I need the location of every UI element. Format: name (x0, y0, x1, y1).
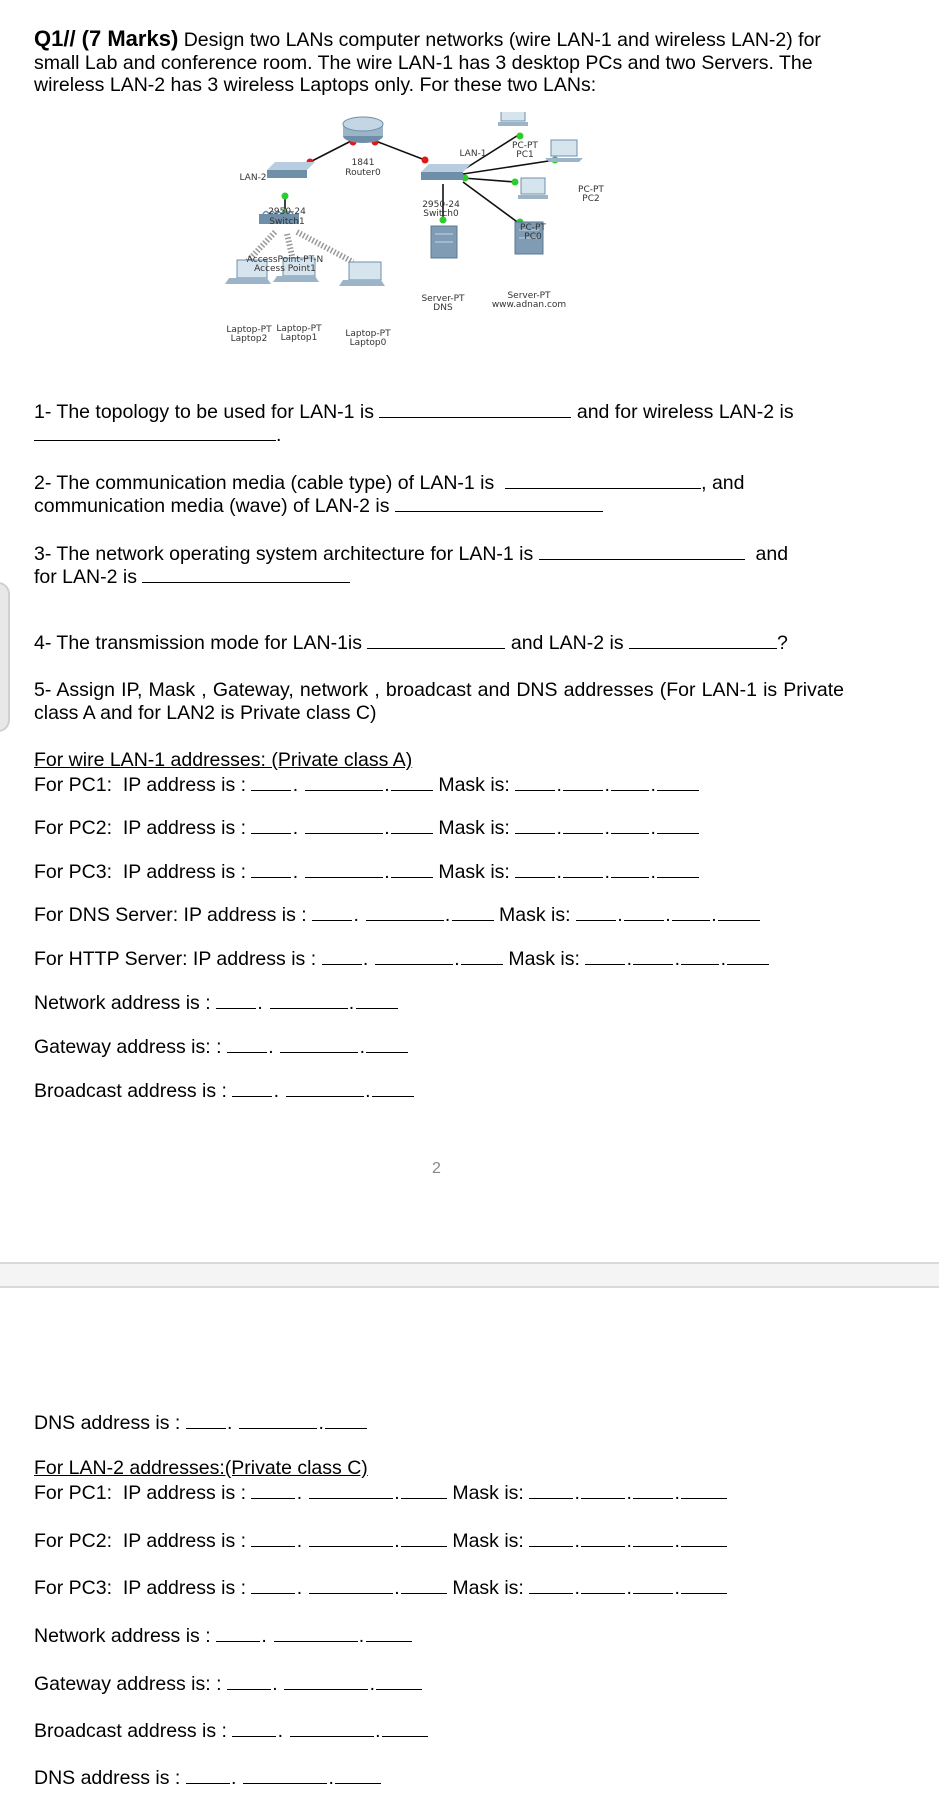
mask-octet[interactable] (581, 1575, 625, 1594)
ip-octet[interactable] (251, 859, 291, 878)
ip-octet[interactable] (309, 1480, 349, 1499)
ip-octet[interactable] (270, 990, 308, 1009)
lan2-network-label: Network address is : (34, 1625, 211, 1647)
ip-octet[interactable] (290, 1718, 330, 1737)
lan2-pc1-label: For PC1: IP address is : (34, 1482, 247, 1504)
item-4 (34, 630, 788, 655)
ip-octet[interactable] (343, 772, 383, 791)
item-2-text-a: 2- The communication media (cable type) of LAN-1 is (34, 472, 495, 494)
lan1-pc1-row: For PC1: IP address is : . . Mask is: . . . (34, 772, 699, 797)
ip-octet[interactable] (404, 902, 444, 921)
server-dns-model: Server-PT (421, 294, 465, 304)
ip-octet[interactable] (283, 1765, 327, 1784)
mask-octet[interactable] (633, 1575, 673, 1594)
mask-octet[interactable] (657, 772, 699, 791)
question-intro-text: Design two LANs computer networks (wire LAN-1 and wireless LAN-2) for small Lab and conference room. The wire LAN-1 has 3 desktop PCs and two Servers. The wireless LAN-2 has 3 wireless Laptops only. For these two LANs: (34, 29, 821, 96)
ip-octet[interactable] (314, 1623, 358, 1642)
lan1-pc1-label: For PC1: IP address is : (34, 774, 247, 796)
mask-octet[interactable] (681, 1480, 727, 1499)
lan1-gateway-row: Gateway address is: : . . (34, 1034, 408, 1059)
ip-octet[interactable] (401, 1480, 447, 1499)
mask-label: Mask is: (452, 1577, 524, 1599)
mask-label: Mask is: (508, 948, 580, 970)
mask-octet[interactable] (563, 772, 603, 791)
topology-lan1-blank[interactable] (379, 399, 571, 418)
page-number: 2 (432, 1160, 441, 1177)
item-5: 5- Assign IP, Mask , Gateway, network , broadcast and DNS addresses (For LAN-1 is Private class A and for LAN2 is Private class C) (34, 679, 844, 724)
topology-lan2-blank[interactable] (34, 422, 276, 441)
ip-octet[interactable] (227, 1034, 267, 1053)
ip-octet[interactable] (343, 859, 383, 878)
laptop2-model: Laptop-PT (226, 325, 272, 335)
ip-octet[interactable] (391, 859, 433, 878)
item-3-text-a: 3- The network operating system architecture for LAN-1 is (34, 543, 534, 565)
item-2 (34, 470, 744, 495)
router-name: Router0 (345, 168, 381, 178)
mask-octet[interactable] (633, 946, 673, 965)
ip-octet[interactable] (375, 946, 413, 965)
lan1-heading: For wire LAN-1 addresses: (Private class A) (34, 749, 413, 771)
mask-octet[interactable] (633, 1528, 673, 1547)
ip-octet[interactable] (239, 1410, 277, 1429)
ip-octet[interactable] (461, 946, 503, 965)
ip-octet[interactable] (376, 1671, 422, 1690)
question-number: Q1// (7 Marks) (34, 26, 179, 51)
server-web-model: Server-PT (507, 291, 551, 301)
lan1-pc2-row: For PC2: IP address is : . . Mask is: . . . (34, 815, 699, 840)
media-lan1-blank[interactable] (505, 470, 701, 489)
lan1-broadcast-row: Broadcast address is : . . (34, 1078, 414, 1103)
switch1-model: 2950-24 (268, 207, 306, 217)
ip-octet[interactable] (391, 815, 433, 834)
mask-octet[interactable] (681, 1528, 727, 1547)
ip-octet[interactable] (309, 1528, 349, 1547)
lan2-network-row: Network address is : . . (34, 1623, 412, 1648)
mask-octet[interactable] (563, 815, 603, 834)
item-3-text-b: and (755, 543, 789, 565)
lan2-pc1-row: For PC1: IP address is : . . Mask is: . . . (34, 1480, 727, 1505)
ip-octet[interactable] (391, 772, 433, 791)
mask-octet[interactable] (611, 815, 649, 834)
lan2-pc3-label: For PC3: IP address is : (34, 1577, 247, 1599)
ap-model: AccessPoint-PT-N (246, 255, 324, 265)
ip-octet[interactable] (382, 1718, 428, 1737)
ip-octet[interactable] (349, 1480, 393, 1499)
lan1-gateway-label: Gateway address is: : (34, 1036, 222, 1058)
ip-octet[interactable] (401, 1575, 447, 1594)
ip-octet[interactable] (277, 1410, 317, 1429)
lan2-dns-label: DNS address is : (34, 1767, 181, 1789)
ip-octet[interactable] (186, 1765, 230, 1784)
lan2-broadcast-label: Broadcast address is : (34, 1720, 227, 1742)
lan2-gateway-row: Gateway address is: : . . (34, 1671, 422, 1696)
media-lan2-blank[interactable] (395, 493, 603, 512)
ip-octet[interactable] (325, 1410, 367, 1429)
ip-octet[interactable] (286, 1078, 324, 1097)
mask-octet[interactable] (657, 859, 699, 878)
pc0-icon (518, 178, 548, 199)
question-intro (34, 28, 844, 97)
lan1-label: LAN-1 (459, 149, 487, 159)
mask-octet[interactable] (681, 946, 719, 965)
ip-octet[interactable] (305, 815, 343, 834)
ip-octet[interactable] (324, 1671, 368, 1690)
lan1-broadcast-label: Broadcast address is : (34, 1080, 227, 1102)
ip-octet[interactable] (324, 1078, 364, 1097)
lan1-pc3-label: For PC3: IP address is : (34, 861, 247, 883)
ip-octet[interactable] (232, 1078, 272, 1097)
mask-label: Mask is: (438, 774, 510, 796)
ip-octet[interactable] (366, 1623, 412, 1642)
mask-label: Mask is: (438, 861, 510, 883)
ip-octet[interactable] (330, 1718, 374, 1737)
switch1-icon (267, 162, 315, 178)
item-1-line2: . (34, 422, 281, 447)
mask-label: Mask is: (452, 1482, 524, 1504)
item-3-line2 (34, 564, 350, 589)
mask-octet[interactable] (563, 859, 603, 878)
lan1-dns-row: DNS address is : . . (34, 1410, 367, 1435)
mask-octet[interactable] (718, 902, 760, 921)
lan1-dns-label: DNS address is : (34, 1412, 181, 1434)
ip-octet[interactable] (251, 1480, 295, 1499)
lan1-dns-server-row: For DNS Server: IP address is : . . Mask is: . . . (34, 902, 760, 927)
ip-octet[interactable] (216, 990, 256, 1009)
laptop1-model: Laptop-PT (276, 324, 322, 334)
server-dns-name: DNS (433, 303, 453, 313)
lan1-network-row: Network address is : . . (34, 990, 398, 1015)
ip-octet[interactable] (366, 1034, 408, 1053)
mask-octet[interactable] (585, 946, 625, 965)
lan2-gateway-label: Gateway address is: : (34, 1673, 222, 1695)
ip-octet[interactable] (372, 1078, 414, 1097)
item-2-line2 (34, 493, 603, 518)
lan2-broadcast-row: Broadcast address is : . . (34, 1718, 428, 1743)
item-1-text-b: and for wireless LAN-2 is (576, 401, 794, 423)
lan1-pc3-row: For PC3: IP address is : . . Mask is: . . . (34, 859, 699, 884)
ip-octet[interactable] (318, 1034, 358, 1053)
ip-octet[interactable] (349, 1528, 393, 1547)
ip-octet[interactable] (309, 1575, 349, 1594)
ip-octet[interactable] (305, 859, 343, 878)
item-2-text-c: communication media (wave) of LAN-2 is (34, 495, 390, 517)
mask-octet[interactable] (657, 815, 699, 834)
mask-octet[interactable] (611, 859, 649, 878)
mask-octet[interactable] (515, 815, 555, 834)
router-icon (343, 117, 383, 143)
ip-octet[interactable] (356, 990, 398, 1009)
mask-octet[interactable] (581, 1480, 625, 1499)
switch1-name: Switch1 (269, 217, 305, 227)
ip-octet[interactable] (227, 1671, 271, 1690)
mask-octet[interactable] (624, 902, 664, 921)
mask-octet[interactable] (611, 772, 649, 791)
server-dns-icon (431, 226, 457, 258)
lan2-heading: For LAN-2 addresses:(Private class C) (34, 1457, 368, 1479)
laptop0-name: Laptop0 (349, 338, 387, 348)
ip-octet[interactable] (343, 815, 383, 834)
pc1-name: PC1 (516, 150, 534, 160)
ip-octet[interactable] (216, 1623, 260, 1642)
switch0-name: Switch0 (423, 209, 459, 219)
item-3-text-c: for LAN-2 is (34, 566, 137, 588)
lan2-pc2-row: For PC2: IP address is : . . Mask is: . . . (34, 1528, 727, 1553)
pc1-icon (498, 112, 528, 126)
ap-name: Access Point1 (254, 264, 316, 274)
lan1-pc2-label: For PC2: IP address is : (34, 817, 247, 839)
ip-octet[interactable] (349, 1575, 393, 1594)
item-4-text-b: and LAN-2 is (510, 632, 624, 654)
laptop0-icon (339, 262, 385, 286)
mask-octet[interactable] (681, 1575, 727, 1594)
ip-octet[interactable] (284, 1671, 324, 1690)
item-2-text-b: , and (701, 472, 745, 494)
item-1-text-a: 1- The topology to be used for LAN-1 is (34, 401, 375, 423)
ip-octet[interactable] (243, 1765, 283, 1784)
pc0-model: PC-PT (520, 223, 546, 233)
server-web-name: www.adnan.com (491, 300, 567, 310)
ip-octet[interactable] (280, 1034, 318, 1053)
pc2-name: PC2 (582, 194, 600, 204)
mask-label: Mask is: (452, 1530, 524, 1552)
ip-octet[interactable] (305, 772, 343, 791)
lan2-dns-row: DNS address is : . . (34, 1765, 381, 1790)
network-diagram (225, 112, 695, 352)
router-model: 1841 (351, 158, 375, 168)
mode-lan1-blank[interactable] (367, 630, 505, 649)
ip-octet[interactable] (232, 1718, 276, 1737)
ip-octet[interactable] (274, 1623, 314, 1642)
lan2-label: LAN-2 (239, 173, 267, 183)
pc2-icon (545, 140, 583, 162)
ip-octet[interactable] (251, 815, 291, 834)
laptop0-model: Laptop-PT (345, 329, 391, 339)
mask-octet[interactable] (515, 859, 555, 878)
pc1-model: PC-PT (512, 141, 538, 151)
lan2-pc3-row: For PC3: IP address is : . . Mask is: . . . (34, 1575, 727, 1600)
item-4-text-a: 4- The transmission mode for LAN-1is (34, 632, 363, 654)
ip-octet[interactable] (186, 1410, 226, 1429)
ip-octet[interactable] (335, 1765, 381, 1784)
ip-octet[interactable] (312, 902, 352, 921)
mask-octet[interactable] (529, 1528, 573, 1547)
ip-octet[interactable] (366, 902, 404, 921)
pc2-model: PC-PT (578, 185, 604, 195)
nos-lan2-blank[interactable] (142, 564, 350, 583)
mask-octet[interactable] (515, 772, 555, 791)
ip-octet[interactable] (308, 990, 348, 1009)
lan1-network-label: Network address is : (34, 992, 211, 1014)
mask-octet[interactable] (581, 1528, 625, 1547)
item-3 (34, 541, 788, 566)
mask-octet[interactable] (672, 902, 710, 921)
ip-octet[interactable] (452, 902, 494, 921)
ip-octet[interactable] (413, 946, 453, 965)
pc0-name: PC0 (524, 232, 542, 242)
ip-octet[interactable] (251, 1575, 295, 1594)
mode-lan2-blank[interactable] (629, 630, 777, 649)
nos-lan1-blank[interactable] (539, 541, 745, 560)
lan1-http-server-row: For HTTP Server: IP address is : . . Mask is: . . . (34, 946, 769, 971)
switch0-model: 2950-24 (422, 200, 460, 210)
lan2-pc2-label: For PC2: IP address is : (34, 1530, 247, 1552)
ip-octet[interactable] (251, 772, 291, 791)
ip-octet[interactable] (322, 946, 362, 965)
laptop1-name: Laptop1 (280, 333, 318, 343)
laptop2-name: Laptop2 (230, 334, 268, 344)
lan1-http-server-label: For HTTP Server: IP address is : (34, 948, 317, 970)
ip-octet[interactable] (251, 1528, 295, 1547)
mask-octet[interactable] (529, 1575, 573, 1594)
item-1 (34, 399, 794, 424)
mask-octet[interactable] (633, 1480, 673, 1499)
mask-label: Mask is: (438, 817, 510, 839)
ip-octet[interactable] (401, 1528, 447, 1547)
page-break (0, 1262, 939, 1288)
mask-octet[interactable] (576, 902, 616, 921)
mask-octet[interactable] (727, 946, 769, 965)
mask-octet[interactable] (529, 1480, 573, 1499)
side-scroll-tab[interactable] (0, 582, 10, 732)
mask-label: Mask is: (499, 904, 571, 926)
lan1-dns-server-label: For DNS Server: IP address is : (34, 904, 307, 926)
item-4-text-c: ? (777, 632, 788, 654)
